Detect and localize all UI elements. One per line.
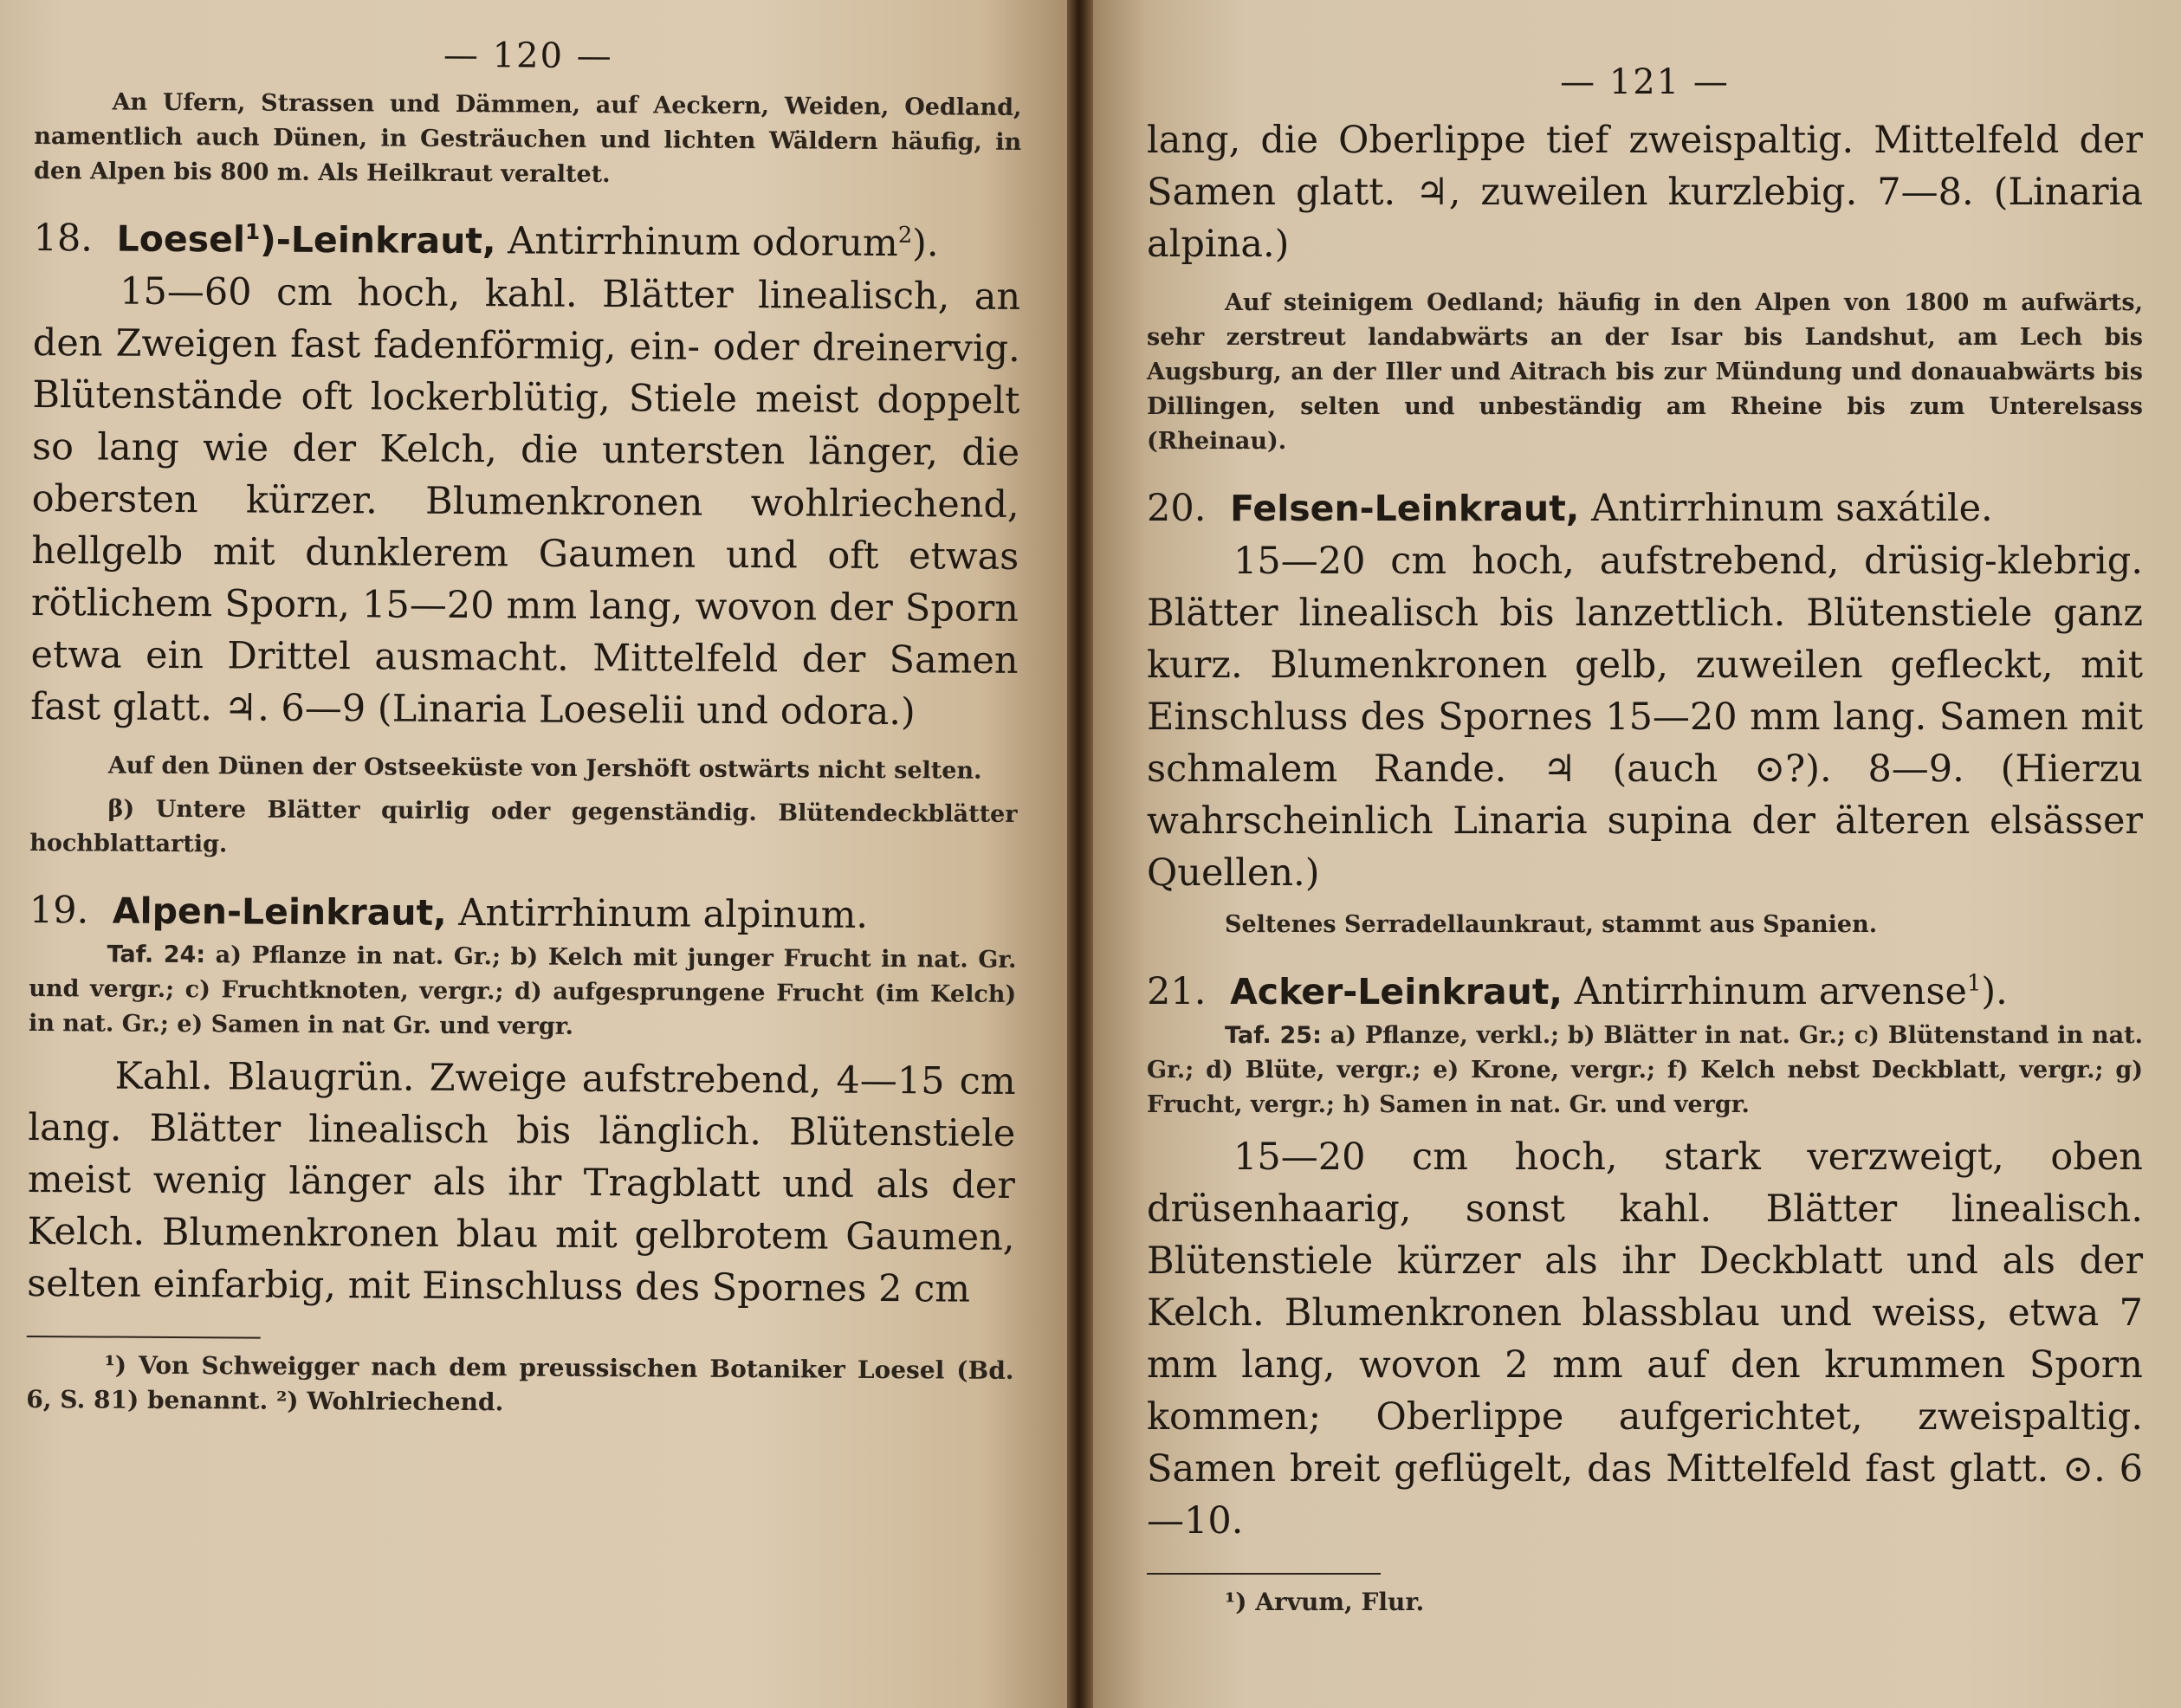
left-page <box>0 0 1067 1708</box>
species-description: 15—60 cm hoch, kahl. Blätter linealisch, an den Zweigen fast fadenförmig, ein- oder dreinervig. Blütenstände oft lockerblütig, Stiele meist doppelt so lang wie der Kelch, die untersten länger, die obersten kürzer. Blumenkronen wohlriechend, hellgelb mit dunklerem Gaumen und oft etwas rötlichem Sporn, 15—20 mm lang, wovon der Sporn etwa ein Drittel ausmacht. Mittelfeld der Samen fast glatt. ♃. 6—9 (Linaria Loeselii und odora.) <box>30 269 1021 734</box>
german-name: Acker-Leinkraut, <box>1230 971 1563 1013</box>
plate-reference: Taf. 24: a) Pflanze in nat. Gr.; b) Kelch mit junger Frucht in nat. Gr. und vergr.; c) Fruchtknoten, vergr.; d) aufgesprungene Frucht (im Kelch) in nat. Gr.; e) Samen in nat Gr. und vergr. <box>28 941 1017 1040</box>
latin-name: Antirrhinum odorum$^2$). <box>508 219 939 266</box>
variety-text: β) Untere Blätter quirlig oder gegenständig. Blütendeckblätter hochblattartig. <box>29 795 1018 858</box>
footnote-rule <box>1147 1573 1381 1575</box>
habitat-text: An Ufern, Strassen und Dämmen, auf Aeckern, Weiden, Oedland, namentlich auch Dünen, in Gesträuchen und lichten Wäldern häufig, in den Alpen bis 800 m. Als Heilkraut veraltet. <box>33 88 1022 189</box>
species-number: 18. <box>33 216 94 261</box>
page-number: — 121 — <box>1560 62 1730 102</box>
footnote-rule <box>27 1336 261 1339</box>
species-number: 21. <box>1147 970 1207 1013</box>
species-heading-21 <box>1147 965 2143 1019</box>
species-description: Kahl. Blaugrün. Zweige aufstrebend, 4—15 cm lang. Blätter linealisch bis länglich. Blütenstiele meist wenig länger als ihr Tragblatt und als der Kelch. Blumenkronen blau mit gelbrotem Gaumen, selten einfarbig, mit Einschluss des Spornes 2 cm <box>27 1054 1016 1311</box>
latin-name: Antirrhinum saxátile. <box>1591 487 1993 530</box>
footnote: ¹) Arvum, Flur. <box>1225 1588 1425 1616</box>
plate-reference: Taf. 25: a) Pflanze, verkl.; b) Blätter in nat. Gr.; c) Blütenstand in nat. Gr.; d) Blüte, vergr.; e) Krone, vergr.; f) Kelch nebst Deckblatt, vergr.; g) Frucht, vergr.; h) Samen in nat. Gr. und vergr. <box>1147 1022 2143 1118</box>
latin-name: Antirrhinum arvense$^1$). <box>1574 970 2008 1013</box>
species-heading-18 <box>33 211 1020 271</box>
right-page <box>1093 0 2181 1708</box>
species-heading-20 <box>1147 482 2143 535</box>
page-number: — 120 — <box>443 35 613 77</box>
species-description: 15—20 cm hoch, stark verzweigt, oben drüsenhaarig, sonst kahl. Blätter linealisch. Blütenstiele kürzer als ihr Deckblatt und als der Kelch. Blumenkronen blassblau und weiss, etwa 7 mm lang, wovon 2 mm auf den krummen Sporn kommen; Oberlippe aufgerichtet, zweispaltig. Samen breit geflügelt, das Mittelfeld fast glatt. ⊙. 6—10. <box>1147 1135 2143 1543</box>
habitat-text: Auf steinigem Oedland; häufig in den Alpen von 1800 m aufwärts, sehr zerstreut landabwärts an der Isar bis Landshut, am Lech bis Augsburg, an der Iller und Aitrach bis zur Mündung und donauabwärts bis Dillingen, selten und unbeständig am Rheine bis zum Unterelsass (Rheinau). <box>1147 289 2143 455</box>
right-page-content <box>1147 62 2143 1620</box>
species-number: 19. <box>29 888 89 933</box>
habitat-text: Auf den Dünen der Ostseeküste von Jershöft ostwärts nicht selten. <box>107 752 982 785</box>
species-description: 15—20 cm hoch, aufstrebend, drüsig-klebrig. Blätter linealisch bis lanzettlich. Blütenstiele ganz kurz. Blumenkronen gelb, zuweilen gefleckt, mit Einschluss des Spornes 15—20 mm lang. Samen mit schmalem Rande. ♃ (auch ⊙?). 8—9. (Hierzu wahrscheinlich Linaria supina der älteren elsässer Quellen.) <box>1147 540 2143 895</box>
book-gutter <box>1067 0 1093 1708</box>
species-description: lang, die Oberlippe tief zweispaltig. Mittelfeld der Samen glatt. ♃, zuweilen kurzlebig. 7—8. (Linaria alpina.) <box>1147 119 2143 266</box>
left-page-content <box>26 33 1022 1423</box>
species-heading-19 <box>29 883 1017 943</box>
species-number: 20. <box>1147 487 1207 530</box>
german-name: Felsen-Leinkraut, <box>1230 488 1580 529</box>
german-name: Alpen-Leinkraut, <box>112 890 447 934</box>
habitat-text: Seltenes Serradellaunkraut, stammt aus Spanien. <box>1225 911 1878 938</box>
latin-name: Antirrhinum alpinum. <box>458 891 869 937</box>
footnote: ¹) Von Schweigger nach dem preussischen Botaniker Loesel (Bd. 6, S. 81) benannt. ²) Wohlriechend. <box>26 1350 1014 1417</box>
german-name: Loesel$^1$)-Leinkraut, <box>116 217 496 262</box>
